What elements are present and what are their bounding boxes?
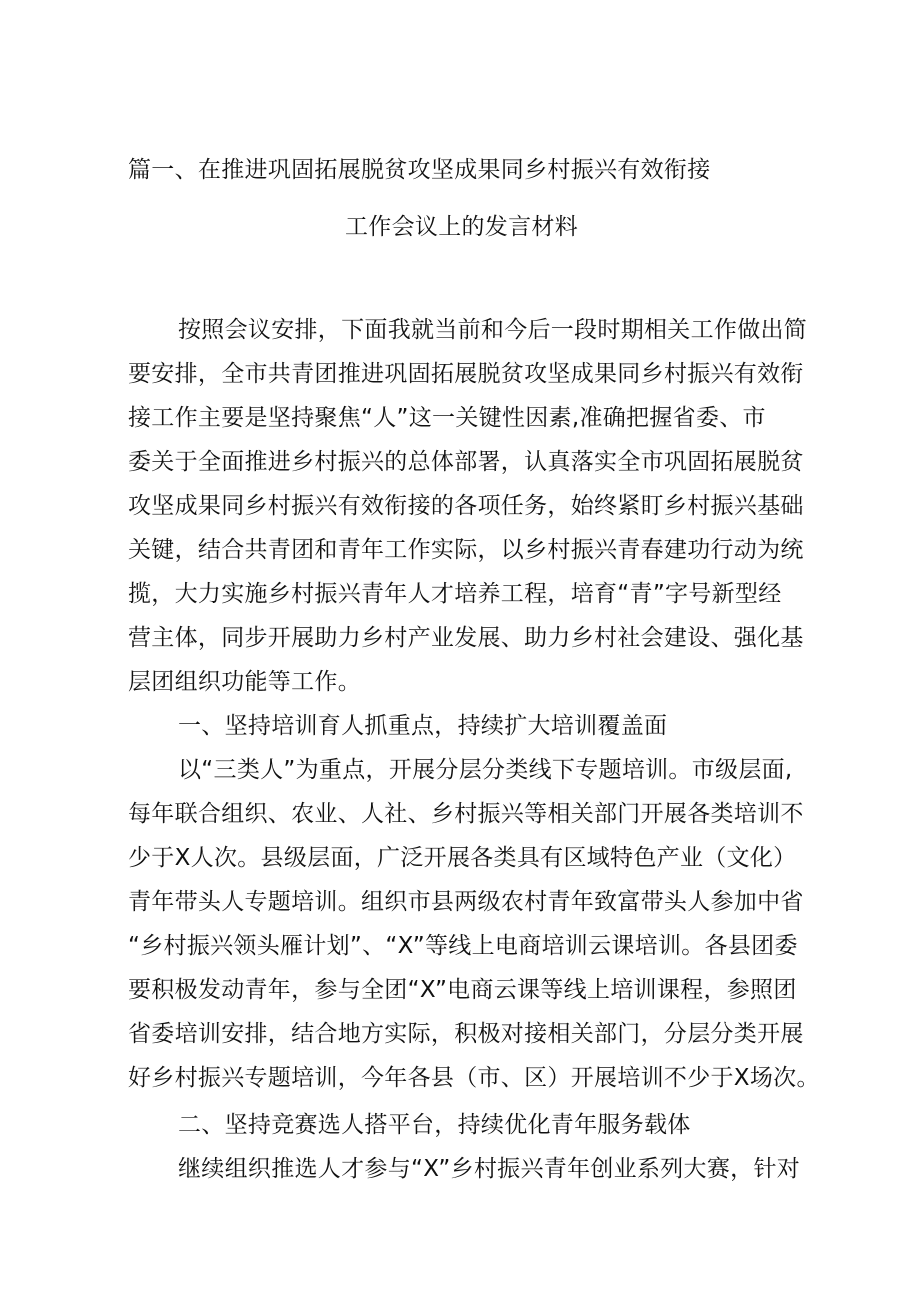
section1-line-4: 青年带头人专题培训。组织市县两级农村青年致富带头人参加中省: [128, 889, 804, 915]
title-line-2: 工作会议上的发言材料: [345, 214, 578, 240]
section1-line-1: 以“三类人”为重点，开展分层分类线下专题培训。市级层面,: [178, 757, 793, 783]
title-line-1: 篇一、在推进巩固拓展脱贫攻坚成果同乡村振兴有效衔接: [128, 157, 711, 183]
section1-line-7: 省委培训安排，结合地方实际，积极对接相关部门，分层分类开展: [128, 1021, 804, 1047]
section1-line-6: 要积极发动青年，参与全团“X”电商云课等线上培训课程，参照团: [128, 977, 797, 1003]
intro-line-4: 委关于全面推进乡村振兴的总体部署，认真落实全市巩固拓展脱贫: [128, 449, 804, 475]
intro-line-5: 攻坚成果同乡村振兴有效衔接的各项任务，始终紧盯乡村振兴基础: [128, 493, 804, 519]
section2-heading: 二、坚持竞赛选人搭平台，持续优化青年服务载体: [178, 1112, 691, 1138]
intro-line-9: 层团组织功能等工作。: [128, 669, 361, 695]
intro-line-3: 接工作主要是坚持聚焦“人”这一关键性因素,准确把握省委、市: [128, 405, 766, 431]
section1-heading: 一、坚持培训育人抓重点，持续扩大培训覆盖面: [178, 713, 668, 739]
intro-line-6: 关键，结合共青团和青年工作实际，以乡村振兴青春建功行动为统: [128, 537, 804, 563]
intro-line-2: 要安排，全市共青团推进巩固拓展脱贫攻坚成果同乡村振兴有效衔: [128, 361, 804, 387]
intro-line-1: 按照会议安排，下面我就当前和今后一段时期相关工作做出简: [178, 317, 808, 343]
section1-line-2: 每年联合组织、农业、人社、乡村振兴等相关部门开展各类培训不: [128, 801, 804, 827]
section1-line-5: “乡村振兴领头雁计划”、“X”等线上电商培训云课培训。各县团委: [128, 933, 798, 959]
section1-line-3: 少于X人次。县级层面，广泛开展各类具有区域特色产业（文化）: [128, 845, 797, 871]
section1-line-8: 好乡村振兴专题培训，今年各县（市、区）开展培训不少于X场次。: [128, 1065, 820, 1091]
intro-line-7: 揽，大力实施乡村振兴青年人才培养工程，培育“青”字号新型经: [128, 581, 782, 607]
section2-line-1: 继续组织推选人才参与“X”乡村振兴青年创业系列大赛，针对: [178, 1156, 801, 1182]
intro-line-8: 营主体，同步开展助力乡村产业发展、助力乡村社会建设、强化基: [128, 625, 804, 651]
